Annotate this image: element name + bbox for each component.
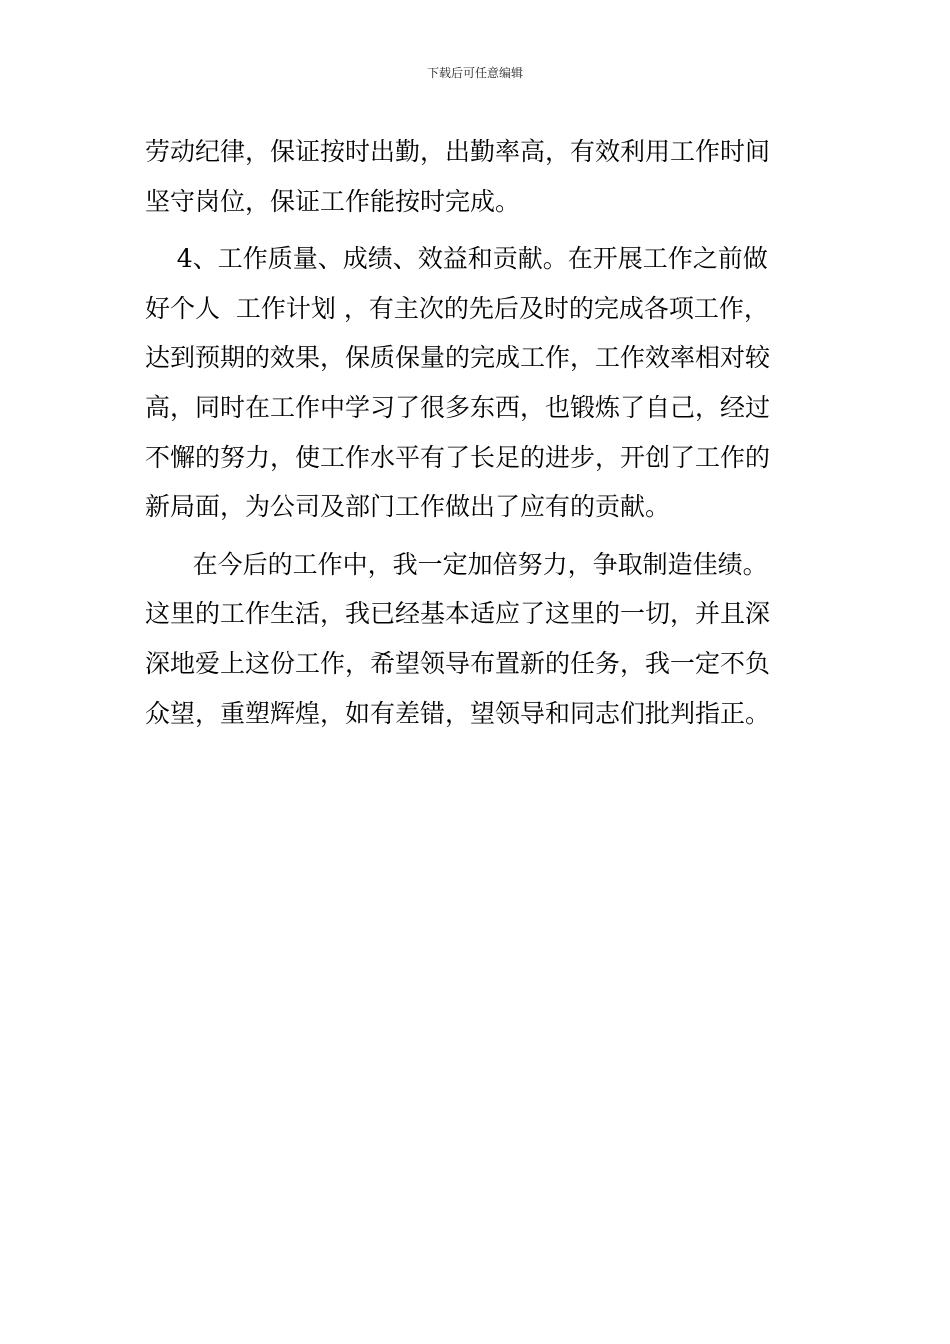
text-line: 这里的工作生活，我已经基本适应了这里的一切，并且深 <box>145 599 771 629</box>
paragraph-1 <box>145 127 817 226</box>
text-line: 4、工作质量、成绩、效益和贡献。在开展工作之前做 <box>145 244 768 274</box>
document-body <box>145 127 817 738</box>
paragraph-3 <box>145 540 817 738</box>
text-line: 坚守岗位，保证工作能按时完成。 <box>145 186 521 216</box>
text-line: 劳动纪律，保证按时出勤，出勤率高，有效利用工作时间 <box>145 137 771 166</box>
text-line: 新局面，为公司及部门工作做出了应有的贡献。 <box>145 492 671 522</box>
paragraph-2 <box>145 234 817 532</box>
text-line: 在今后的工作中，我一定加倍努力，争取制造佳绩。 <box>145 549 768 579</box>
text-line: 达到预期的效果，保质保量的完成工作，工作效率相对较 <box>145 343 771 373</box>
text-line: 众望，重塑辉煌，如有差错，望领导和同志们批判指正。 <box>145 698 771 728</box>
text-line: 好个人 工作计划 ，有主次的先后及时的完成各项工作， <box>145 293 769 323</box>
text-line: 不懈的努力，使工作水平有了长足的进步，开创了工作的 <box>145 442 771 472</box>
text-line: 高，同时在工作中学习了很多东西，也锻炼了自己，经过 <box>145 392 771 422</box>
page-header: 下载后可任意编辑 <box>426 66 523 80</box>
text-line: 深地爱上这份工作，希望领导布置新的任务，我一定不负 <box>145 648 771 678</box>
